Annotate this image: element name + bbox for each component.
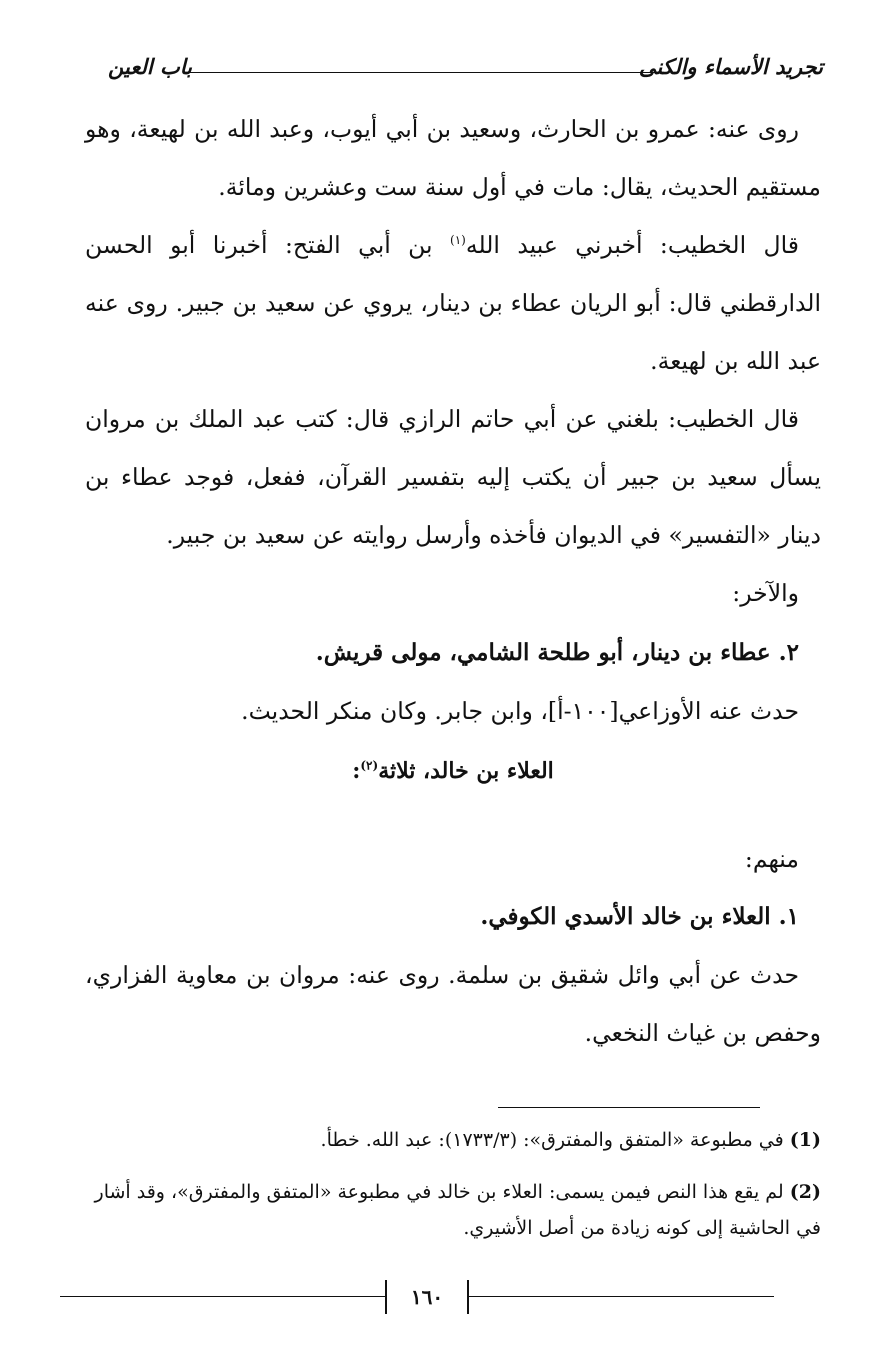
chapter-title: باب العين (108, 54, 193, 79)
paragraph-the-other: والآخر: (732, 579, 799, 607)
paragraph-khatib-1-part-a: قال الخطيب: أخبرني عبيد الله (465, 231, 799, 259)
running-header (108, 50, 823, 84)
page-number: ١٦٠ (410, 1285, 444, 1309)
footnote-2 (80, 1174, 821, 1246)
entry-ala-ibn-khalid: ١. العلاء بن خالد الأسدي الكوفي. (480, 903, 799, 930)
footnote-text: في مطبوعة «المتفق والمفترق»: (١٧٣٣/٣): عبد الله. خطأ. (320, 1129, 784, 1151)
paragraph-khatib-2: قال الخطيب: بلغني عن أبي حاتم الرازي قال: كتب عبد الملك بن مروان يسأل سعيد بن جبير أن يكتب إليه بتفسير القرآن، ففعل، فوجد عطاء بن دينار «التفسير» في الديوان فأخذه وأرسل روايته عن سعيد بن جبير. (85, 405, 821, 549)
paragraph-narrators: روى عنه: عمرو بن الحارث، وسعيد بن أبي أيوب، وعبد الله بن لهيعة، وهو مستقيم الحديث، يقال: مات في أول سنة ست وعشرين ومائة. (85, 115, 821, 201)
paragraph-khatib-1-part-b: بن أبي الفتح: أخبرنا أبو الحسن الدارقطني قال: أبو الريان عطاء بن دينار، يروي عن سعيد بن جبير. روى عنه عبد الله بن لهيعة. (85, 231, 821, 375)
paragraph-abu-wail: حدث عن أبي وائل شقيق بن سلمة. روى عنه: مروان بن معاوية الفزاري، وحفص بن غياث النخعي. (85, 961, 821, 1047)
paragraph-among-them: منهم: (744, 845, 799, 873)
footnote-number: (2) (789, 1181, 821, 1203)
section-colon: : (352, 758, 361, 784)
footnote-ref-2: (٢) (360, 758, 379, 773)
book-title: تجريد الأسماء والكنى (638, 54, 823, 79)
page-number-box (385, 1280, 469, 1314)
section-title: العلاء بن خالد، ثلاثة (378, 758, 554, 784)
footnote-1 (80, 1122, 821, 1158)
footnote-text: لم يقع هذا النص فيمن يسمى: العلاء بن خالد في مطبوعة «المتفق والمفترق»، وقد أشار في الحاشية إلى كونه زيادة من أصل الأشيري. (94, 1181, 821, 1239)
paragraph-khatib-1 (85, 216, 821, 390)
entry-ata-ibn-dinar: ٢. عطاء بن دينار، أبو طلحة الشامي، مولى قريش. (315, 639, 799, 666)
header-rule (190, 72, 655, 73)
footnote-ref-1: (١) (450, 233, 466, 248)
section-heading (85, 742, 821, 800)
footnote-rule (498, 1107, 760, 1108)
footnote-number: (1) (789, 1129, 821, 1151)
paragraph-awzai: حدث عنه الأوزاعي[١٠٠-أ]، وابن جابر. وكان منكر الحديث. (241, 697, 799, 725)
